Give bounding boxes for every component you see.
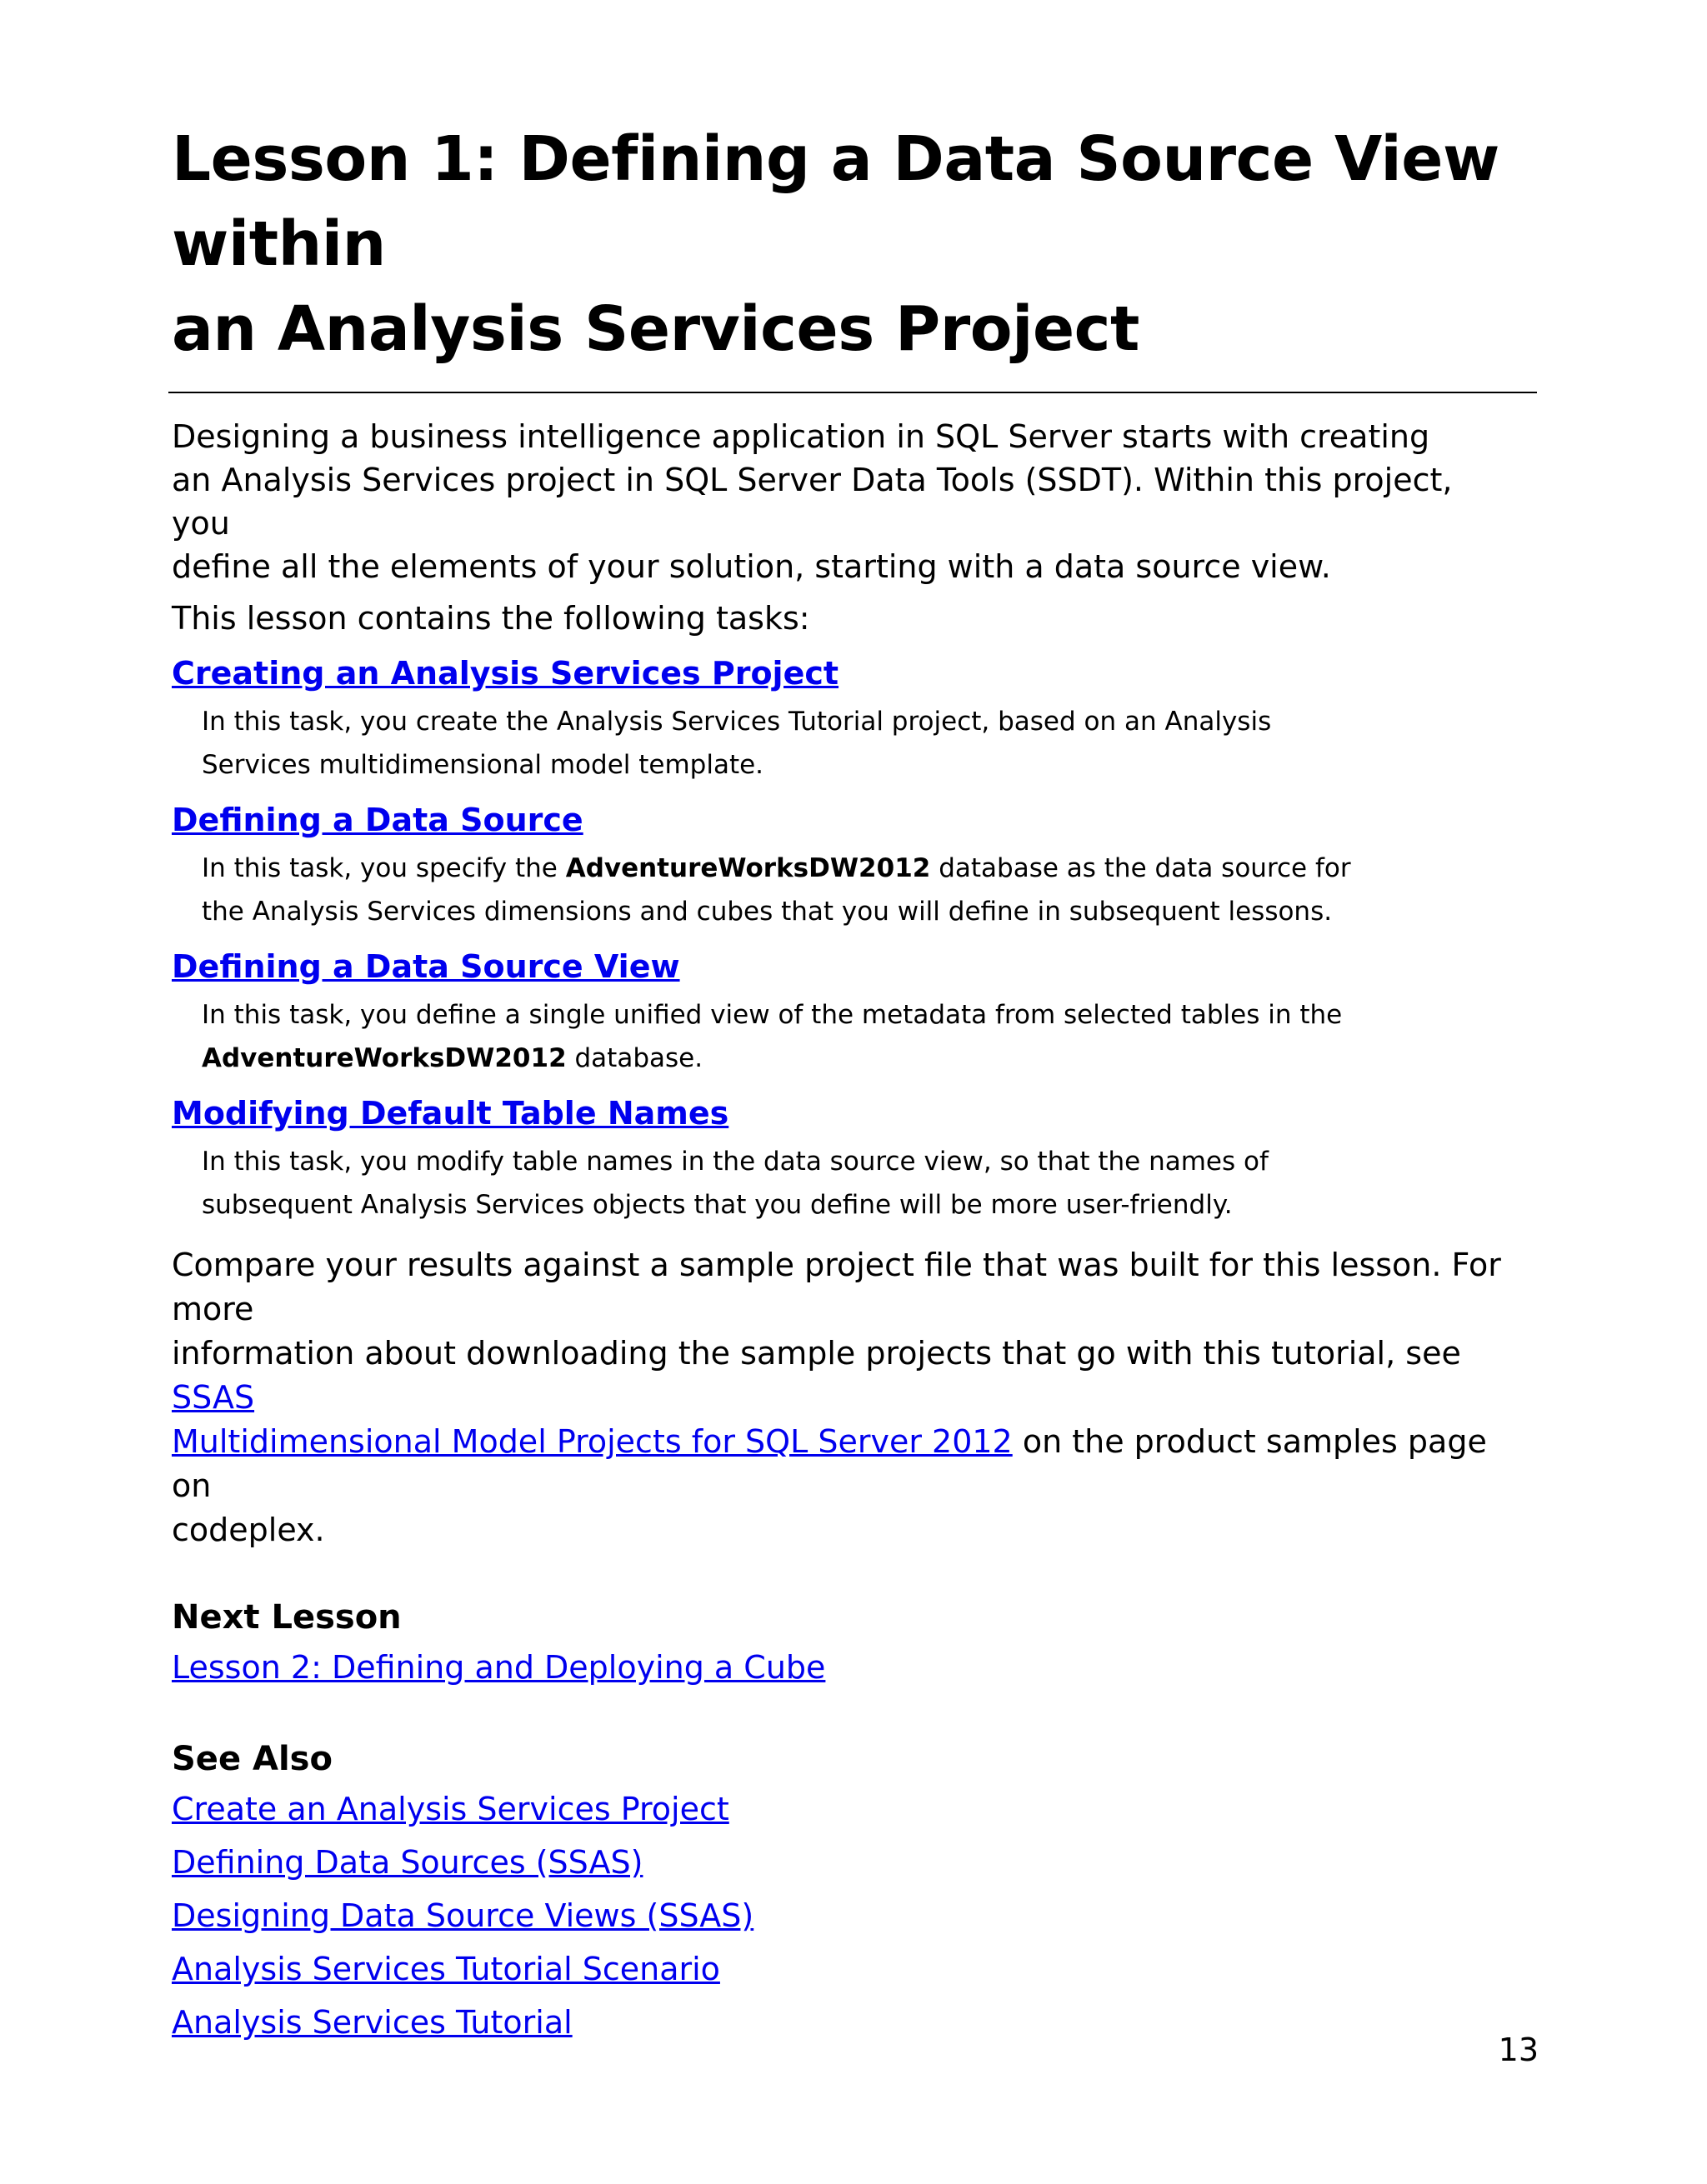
intro-paragraph bbox=[172, 415, 1505, 588]
task-desc-line-2: the Analysis Services dimensions and cubes that you will define in subsequent lessons. bbox=[202, 897, 1333, 927]
document-page bbox=[172, 117, 1539, 2049]
page-title bbox=[172, 117, 1539, 372]
page-number: 13 bbox=[1498, 2032, 1539, 2068]
task-3 bbox=[172, 943, 1539, 1080]
title-line-2: an Analysis Services Project bbox=[172, 293, 1139, 365]
task-link-defining-data-source-view[interactable]: Defining a Data Source View bbox=[172, 948, 680, 985]
task-description bbox=[202, 1140, 1369, 1227]
next-lesson-heading: Next Lesson bbox=[172, 1598, 402, 1637]
next-lesson-link[interactable]: Lesson 2: Defining and Deploying a Cube bbox=[172, 1649, 826, 1686]
database-name: AdventureWorksDW2012 bbox=[565, 853, 931, 883]
link-ssas-sample-projects-part1[interactable]: SSAS bbox=[172, 1379, 255, 1416]
task-description bbox=[202, 847, 1369, 933]
database-name: AdventureWorksDW2012 bbox=[202, 1043, 567, 1073]
task-description bbox=[202, 700, 1369, 787]
see-also-link[interactable]: Analysis Services Tutorial Scenario bbox=[172, 1951, 720, 1987]
task-link-creating-project[interactable]: Creating an Analysis Services Project bbox=[172, 655, 839, 692]
task-1 bbox=[172, 650, 1539, 787]
task-description bbox=[202, 993, 1369, 1080]
task-desc-line-1-pre: In this task, you specify the bbox=[202, 853, 566, 883]
task-desc-line-2: subsequent Analysis Services objects that you define will be more user-friendly. bbox=[202, 1190, 1233, 1220]
see-also-link[interactable]: Create an Analysis Services Project bbox=[172, 1791, 729, 1827]
compare-line-4: codeplex. bbox=[172, 1512, 325, 1548]
intro-line-1: Designing a business intelligence application in SQL Server starts with creating bbox=[172, 418, 1430, 455]
task-desc-line-2: Services multidimensional model template. bbox=[202, 750, 764, 780]
task-desc-line-1: In this task, you define a single unified view of the metadata from selected tables in the bbox=[202, 1000, 1343, 1030]
title-line-1: Lesson 1: Defining a Data Source View within bbox=[172, 123, 1499, 280]
task-desc-line-2-post: database. bbox=[566, 1043, 703, 1073]
compare-paragraph bbox=[172, 1243, 1522, 1552]
task-desc-line-1-post: database as the data source for bbox=[930, 853, 1351, 883]
tasks-lead: This lesson contains the following tasks: bbox=[172, 600, 810, 637]
compare-line-3: on the product samples page on bbox=[172, 1423, 1487, 1504]
intro-line-2: an Analysis Services project in SQL Server Data Tools (SSDT). Within this project, you bbox=[172, 462, 1453, 542]
see-also-list bbox=[172, 1782, 1539, 2049]
see-also-link[interactable]: Designing Data Source Views (SSAS) bbox=[172, 1897, 754, 1934]
see-also-link[interactable]: Defining Data Sources (SSAS) bbox=[172, 1844, 643, 1881]
intro-line-3: define all the elements of your solution, starting with a data source view. bbox=[172, 548, 1331, 585]
task-link-modifying-table-names[interactable]: Modifying Default Table Names bbox=[172, 1095, 729, 1132]
task-2 bbox=[172, 797, 1539, 933]
task-desc-line-1: In this task, you create the Analysis Services Tutorial project, based on an Analysis bbox=[202, 707, 1272, 737]
compare-line-2: information about downloading the sample projects that go with this tutorial, see bbox=[172, 1335, 1461, 1372]
link-ssas-sample-projects-part2[interactable]: Multidimensional Model Projects for SQL Server 2012 bbox=[172, 1423, 1013, 1460]
see-also-link[interactable]: Analysis Services Tutorial bbox=[172, 2004, 573, 2041]
task-link-defining-data-source[interactable]: Defining a Data Source bbox=[172, 802, 583, 838]
compare-line-1: Compare your results against a sample project file that was built for this lesson. For more bbox=[172, 1247, 1501, 1327]
task-desc-line-1: In this task, you modify table names in the data source view, so that the names of bbox=[202, 1147, 1269, 1177]
see-also-heading: See Also bbox=[172, 1740, 333, 1778]
task-4 bbox=[172, 1090, 1539, 1227]
title-divider bbox=[168, 392, 1537, 393]
